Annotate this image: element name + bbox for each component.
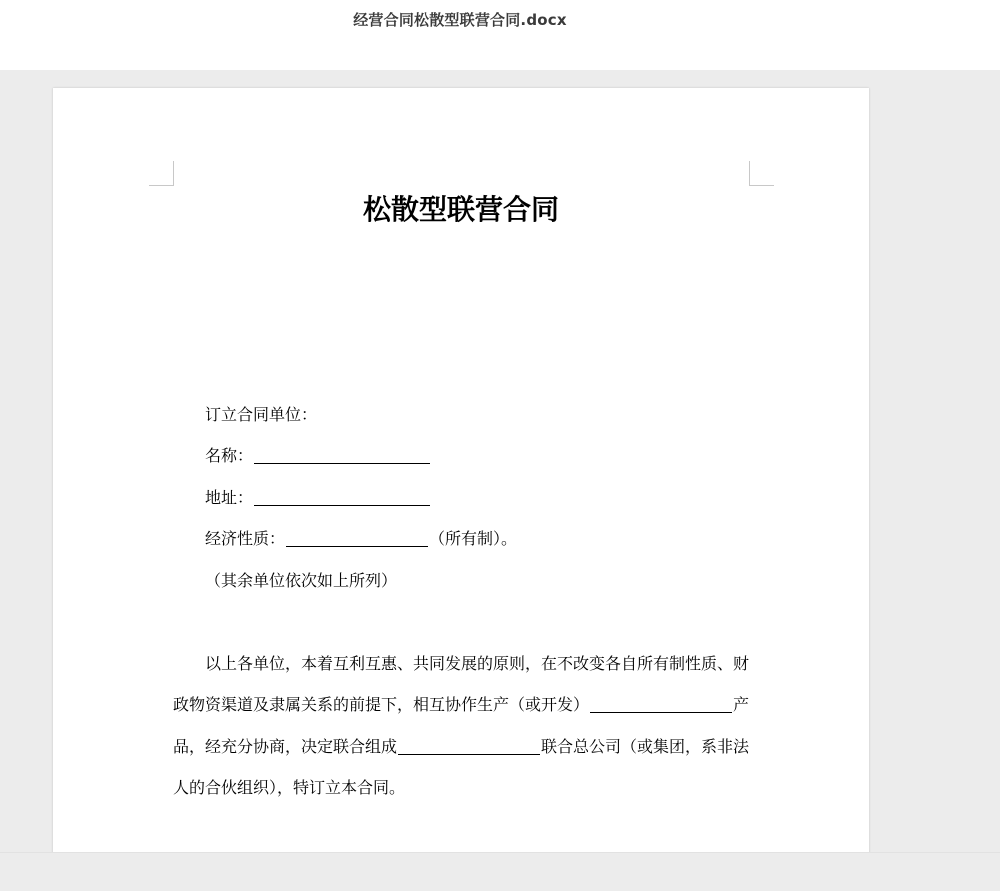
name-blank xyxy=(254,447,430,464)
parties-label: 订立合同单位： xyxy=(205,405,318,424)
company-name-blank xyxy=(398,738,540,755)
paragraph1-line4: 人的合伙组织），特订立本合同。 xyxy=(173,778,406,797)
others-note: （其余单位依次如上所列） xyxy=(205,571,398,590)
margin-corner-top-left xyxy=(149,161,174,186)
product-blank xyxy=(590,696,732,713)
paragraph1-line3-end: 联合总公司（或集团，系非法 xyxy=(541,737,750,756)
title-bar xyxy=(0,0,1000,70)
margin-corner-top-right xyxy=(749,161,774,186)
nature-suffix: （所有制）。 xyxy=(429,529,518,548)
paragraph1-line2-end: 产 xyxy=(733,695,750,714)
nature-blank xyxy=(286,530,428,547)
document-page[interactable] xyxy=(53,88,869,888)
contract-title: 松散型联营合同 xyxy=(362,193,559,226)
document-workspace[interactable] xyxy=(0,70,1000,890)
paragraph1-line2 xyxy=(173,695,749,715)
paragraph1-line2-text: 政物资渠道及隶属关系的前提下，相互协作生产（或开发） xyxy=(173,695,590,714)
document-filename: 经营合同松散型联营合同.docx xyxy=(353,11,567,29)
paragraph1-line1: 以上各单位，本着互利互惠、共同发展的原则，在不改变各自所有制性质、财 xyxy=(205,654,750,673)
address-line xyxy=(205,488,781,508)
name-label: 名称： xyxy=(205,446,254,465)
address-blank xyxy=(254,489,430,506)
bottom-bar xyxy=(0,852,1000,891)
paragraph1-line3-text: 品，经充分协商，决定联合组成 xyxy=(173,737,398,756)
address-label: 地址： xyxy=(205,488,254,507)
nature-label: 经济性质： xyxy=(205,529,286,548)
name-line xyxy=(205,446,781,466)
paragraph1-line3 xyxy=(173,737,749,757)
nature-line xyxy=(205,529,781,549)
